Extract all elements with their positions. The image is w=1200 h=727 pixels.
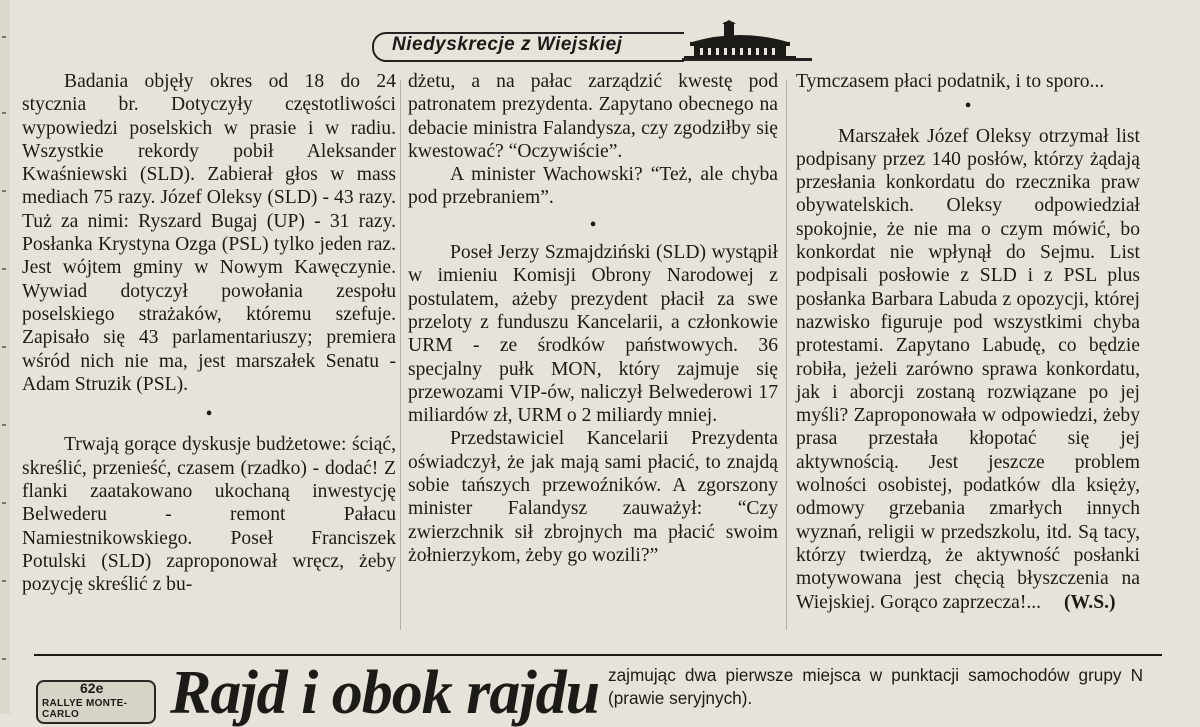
paragraph xyxy=(796,125,1140,614)
section-title: Niedyskrecje z Wiejskiej xyxy=(392,34,623,55)
paragraph-text: Marszałek Józef Oleksy otrzymał list podpisany przez 140 posłów, którzy żądają przesłania konkordatu do rzecznika praw obywatelskich. Oleksy odpowiedział spokojnie, że nie ma o czym mówić, bo konkordat nie wpłynął do Sejmu. List podpisali posłowie z SLD i z PSL plus posłanka Barbara Labuda z opozycji, której nazwisko figuruje pod wszystkimi chyba protestami. Zapytano Labudę, co będzie robiła, jeżeli zarówno sprawa konkordatu, jak i aborcji zostaną rozwiązane po jej myśli? Zaproponowała w odpowiedzi, żeby prasa przestała kłopotać się jej aktywnością. Jest jeszcze problem wolności osobistej, podatków dla księży, odmowy grzebania zmarłych innych wyznań, religii w przedszkolu, itd. Są tacy, którzy twierdzą, że aktywność posłanki motywowana jest chęcią błyszczenia na Wiejskiej. Gorąco zaprzecza!... xyxy=(796,125,1140,613)
separator-bullet: • xyxy=(964,96,972,118)
article-headline: Rajd i obok rajdu xyxy=(170,659,600,727)
paragraph: Trwają gorące dyskusje budżetowe: ściąć, skreślić, przenieść, czasem (rzadko) - dodać! Z flanki zaatakowano ukochaną inwestycję Belwederu - remont Pałacu Namiestnikowskiego. Poseł Franciszek Potulski (SLD) zaproponował wręcz, żeby pozycję skreślić z bu- xyxy=(22,434,396,596)
paragraph: Przedstawiciel Kancelarii Prezydenta oświadczył, że jak mają sami płacić, to znajdą sobie tańszych przewoźników. A zgorszony minister Falandysz zauważył: “Czy zwierzchnik sił zbrojnych ma płacić swoim żołnierzykom, żeby go wozili?” xyxy=(408,428,778,566)
separator-bullet: • xyxy=(589,214,597,236)
paragraph: Tymczasem płaci podatnik, i to sporo... xyxy=(796,71,1105,92)
column-divider xyxy=(786,80,787,630)
rally-badge xyxy=(36,680,156,724)
paragraph: Poseł Jerzy Szmajdziński (SLD) wystąpił w imieniu Komisji Obrony Narodowej z postulatem, ażeby prezydent płacił za swe przeloty z funduszu Kancelarii, a członkowie URM - ze środków państwowych. 36 specjalny pułk MON, który zajmuje się przewozami VIP-ów, naliczył Belwederowi 17 miliardów zł, URM o 2 miliardy mniej. xyxy=(408,242,778,427)
separator-bullet: • xyxy=(205,404,213,426)
article-column-1 xyxy=(22,70,396,597)
column-divider xyxy=(400,80,401,630)
paragraph: A minister Wachowski? “Też, ale chyba pod przebraniem”. xyxy=(408,164,778,209)
author-signature: (W.S.) xyxy=(1063,591,1116,613)
badge-text: RALLYE MONTE-CARLO xyxy=(42,698,128,720)
section-rule xyxy=(34,654,1162,656)
article-column-3 xyxy=(796,70,1140,614)
article-column-2 xyxy=(408,70,778,567)
article-lead: zajmując dwa pierwsze miejsca w punktacji samochodów grupy N (prawie seryjnych). xyxy=(608,665,1143,708)
section-header xyxy=(372,22,812,64)
paragraph: dżetu, a na pałac zarządzić kwestę pod patronatem prezydenta. Zapytano obecnego na debacie ministra Falandysza, czy zgodziłby się kwestować? “Oczywiście”. xyxy=(408,71,778,162)
page-edge xyxy=(0,0,10,714)
paragraph: Badania objęły okres od 18 do 24 stycznia br. Dotyczyły częstotliwości wypowiedzi poselskich w prasie i w radiu. Wszystkie rekordy pobił Aleksander Kwaśniewski (SLD). Zabierał głos w mass mediach 75 razy. Józef Oleksy (SLD) - 43 razy. Tuż za nimi: Ryszard Bugaj (UP) - 31 razy. Posłanka Krystyna Ozga (PSL) tylko jeden raz. Jest wójtem gminy w Nowym Kawęczynie. Wywiad dotyczył powołania zespołu poselskiego strażaków, któremu szefuje. Zapisało się 43 parlamentariuszy; premiera wśród nich nie ma, jest marszałek Senatu - Adam Struzik (PSL). xyxy=(22,71,396,395)
parliament-building-icon xyxy=(684,20,796,60)
badge-number: 62e xyxy=(80,680,104,696)
